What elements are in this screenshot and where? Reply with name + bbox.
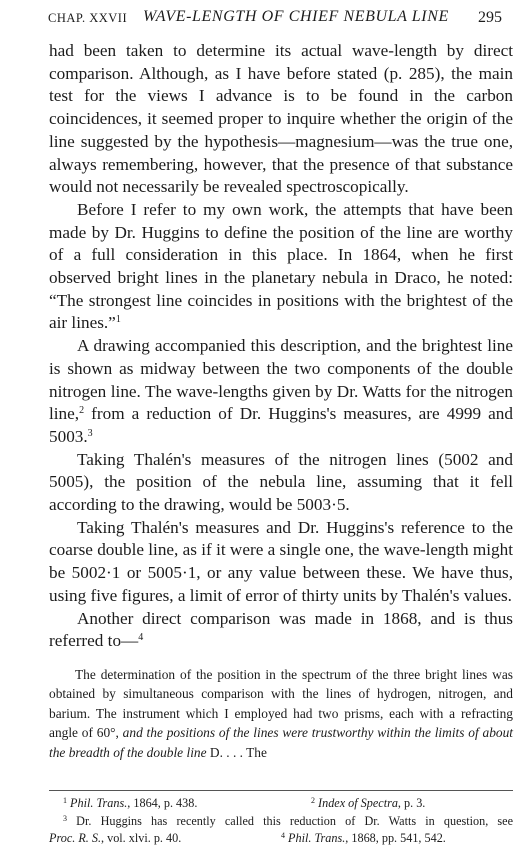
- footnote-line-3: [49, 830, 513, 848]
- paragraph-5-text: Taking Thalén's measures and Dr. Huggins's reference to the coarse double line, as if it were a single one, the wave-length might be 5002·1 or 5005·1, or any value between these. We have thus, using five figures, a limit of error of thirty units by Thalén's values.: [49, 517, 513, 605]
- running-title: WAVE-LENGTH OF CHIEF NEBULA LINE: [143, 8, 449, 25]
- paragraph-1: [49, 40, 513, 199]
- footnote-1: [63, 795, 197, 813]
- footnote-1-rest: , 1864, p. 438.: [127, 796, 198, 810]
- paragraph-2: [49, 199, 513, 335]
- footnote-3-source: Proc. R. S.: [49, 831, 102, 845]
- footnote-1-mark: 1: [63, 796, 67, 805]
- paragraph-2-text: Before I refer to my own work, the attempts that have been made by Dr. Huggins to define the position of the line are worthy of a full consideration in this place. In 1864, when he first observed bright lines in the planetary nebula in Draco, he noted: “The strongest line coincides in positions with the brightest of the air lines.”: [49, 199, 513, 333]
- footnote-ref-1: 1: [115, 314, 121, 326]
- paragraph-4: [49, 449, 513, 517]
- paragraph-5: [49, 517, 513, 608]
- footnote-ref-4: 4: [138, 632, 144, 644]
- paragraph-6-text: Another direct comparison was made in 1868, and is thus referred to—: [49, 608, 513, 651]
- paragraph-4-text: Taking Thalén's measures of the nitrogen lines (5002 and 5005), the position of the nebula line, assuming that it fell according to the drawing, would be 5003·5.: [49, 449, 513, 515]
- quote-text: The determination of the position in the spectrum of the three bright lines was obtained by simultaneous comparison with the lines of hydrogen, nitrogen, and barium. The instrument which I employed had two prisms, each with a refracting angle of 60°,: [49, 667, 513, 741]
- quote-paragraph: [49, 665, 513, 762]
- chapter-label: CHAP. XXVII: [48, 11, 128, 25]
- footnote-ref-3: 3: [87, 427, 93, 439]
- footnote-4-source: Phil. Trans.: [288, 831, 346, 845]
- footnote-3-continued: [49, 830, 181, 848]
- footnote-4: [281, 830, 446, 848]
- quote-italic-text: and the positions of the lines were trustworthy within the limits of about the breadth of the double line: [49, 725, 514, 760]
- footnote-ref-2: 2: [79, 405, 85, 417]
- footnote-line-2: [49, 813, 513, 831]
- footnote-rule: [49, 790, 513, 791]
- paragraph-3-text-b: from a reduction of Dr. Huggins's measures, are 4999 and 5003.: [49, 404, 513, 446]
- footnote-1-source: Phil. Trans.: [70, 796, 128, 810]
- footnote-4-mark: 4: [281, 831, 285, 840]
- footnote-line-1: [49, 795, 513, 813]
- footnote-4-rest: , 1868, pp. 541, 542.: [345, 831, 446, 845]
- quote-tail: D. . . . The: [206, 744, 267, 760]
- block-quote: [49, 665, 513, 762]
- paragraph-1-text: had been taken to determine its actual wave-length by direct comparison. Although, as I have before stated (p. 285), the main test for the views I advance is to be found in the carbon coincidences, it seemed proper to inquire whether the origin of the line suggested by the hypothesis—magnesium—was the true one, always remembering, however, that the presence of that substance would not necessarily be revealed spectroscopically.: [49, 41, 513, 197]
- footnote-2-rest: , p. 3.: [397, 796, 426, 810]
- paragraph-3-text-a: A drawing accompanied this description, and the brightest line is shown as midway between the two components of the double nitrogen line. The wave-lengths given by Dr. Watts for the nitrogen line,: [49, 336, 513, 424]
- footnote-3: [63, 813, 513, 831]
- running-header: [48, 8, 502, 30]
- main-text: [49, 40, 513, 653]
- footnote-2: [311, 795, 425, 813]
- footnote-3-mark: 3: [63, 813, 67, 823]
- page-number: 295: [478, 9, 502, 26]
- footnote-3-rest: , vol. xlvi. p. 40.: [101, 831, 182, 845]
- footnotes: [49, 795, 513, 848]
- paragraph-6: [49, 608, 513, 653]
- footnote-2-source: Index of Spectra: [318, 796, 398, 810]
- footnote-3-text: Dr. Huggins has recently called this reduction of Dr. Watts in question, see: [76, 813, 513, 828]
- paragraph-3: [49, 335, 513, 449]
- footnote-2-mark: 2: [311, 796, 315, 805]
